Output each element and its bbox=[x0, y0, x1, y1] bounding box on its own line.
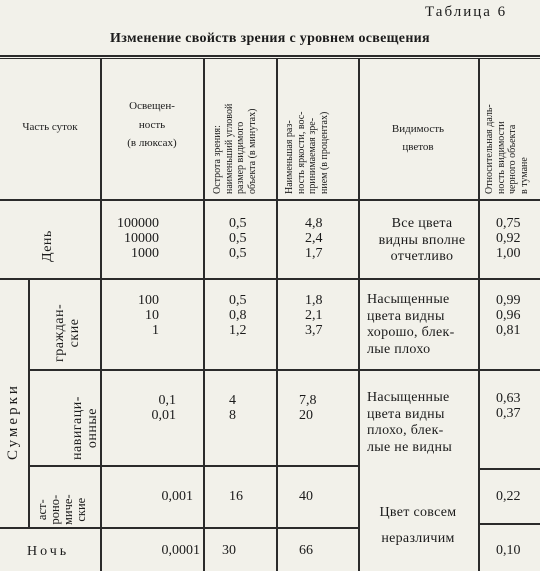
row-label-nautical: навигаци- онные bbox=[70, 396, 100, 460]
cell-night-brightness: 66 bbox=[299, 543, 313, 558]
cell-astronomical-acuity: 16 bbox=[229, 489, 243, 504]
cell-day-colors: Все цвета видны вполне отчетливо bbox=[378, 216, 466, 264]
cell-civil-brightness: 1,8 2,1 3,7 bbox=[305, 293, 323, 338]
header-part-of-day: Часть суток bbox=[22, 121, 78, 133]
cell-nautical-colors: Насыщенные цвета видны плохо, блек- лые не видны bbox=[367, 390, 453, 455]
table-number-label: Таблица 6 bbox=[425, 4, 508, 20]
header-color-visibility: Видимость цветов bbox=[391, 123, 445, 153]
cell-day-fog: 0,75 0,92 1,00 bbox=[496, 216, 521, 261]
header-acuity: Острота зрения: наименьший угловой размер видимого объекта (в минутах) bbox=[212, 103, 258, 194]
cell-civil-fog: 0,99 0,96 0,81 bbox=[496, 293, 521, 338]
group-label-twilight: Сумерки bbox=[5, 383, 21, 460]
cell-astronomical-brightness: 40 bbox=[299, 489, 313, 504]
table-title: Изменение свойств зрения с уровнем освещения bbox=[110, 31, 430, 46]
cell-night-lux: 0,0001 bbox=[161, 543, 200, 558]
cell-nautical-fog: 0,63 0,37 bbox=[496, 391, 521, 421]
cell-astronomical-lux: 0,001 bbox=[161, 489, 193, 504]
cell-day-lux: 100000 10000 1000 bbox=[117, 216, 159, 261]
row-label-day: День bbox=[40, 230, 55, 262]
header-illumination: Освещен- ность (в люксах) bbox=[127, 100, 177, 149]
header-brightness-difference: Наименьшая раз- ность яркости, вос- принимаемая зре- нием (в процентах) bbox=[284, 111, 330, 194]
row-label-civil: граждан- ские bbox=[52, 303, 82, 362]
cell-night-acuity: 30 bbox=[222, 543, 236, 558]
cell-civil-lux: 100 10 1 bbox=[138, 293, 159, 338]
cell-astro-night-colors: Цвет совсем неразличим bbox=[379, 505, 457, 546]
header-fog-visibility-range: Относительная даль- ность видимости черного объекта в тумане bbox=[484, 104, 530, 194]
cell-astronomical-fog: 0,22 bbox=[496, 489, 521, 504]
cell-civil-colors: Насыщенные цвета видны хорошо, блек- лые плохо bbox=[367, 292, 455, 357]
cell-nautical-lux: 0,1 0,01 bbox=[151, 393, 176, 423]
cell-nautical-acuity: 4 8 bbox=[229, 393, 236, 423]
row-label-night: Ночь bbox=[27, 544, 70, 559]
cell-night-fog: 0,10 bbox=[496, 543, 521, 558]
cell-day-acuity: 0,5 0,5 0,5 bbox=[229, 216, 247, 261]
cell-civil-acuity: 0,5 0,8 1,2 bbox=[229, 293, 247, 338]
cell-day-brightness: 4,8 2,4 1,7 bbox=[305, 216, 323, 261]
cell-nautical-brightness: 7,8 20 bbox=[299, 393, 317, 423]
row-label-astronomical: аст- роно- миче- ские bbox=[35, 494, 88, 525]
